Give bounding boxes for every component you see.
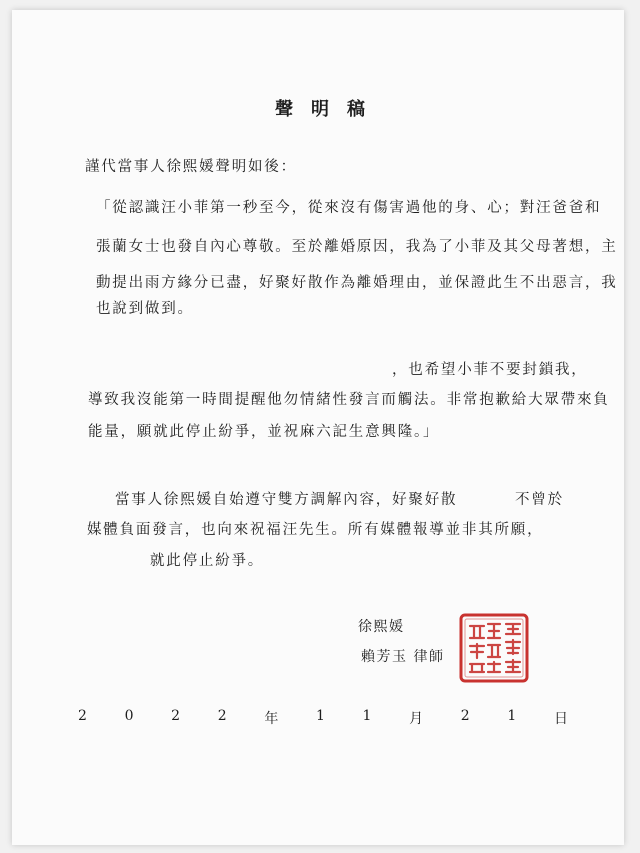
paragraph3-line3: 就此停止紛爭。 <box>150 553 265 569</box>
paragraph3-line2: 媒體負面發言，也向來祝福汪先生。所有媒體報導並非其所願， <box>87 522 544 538</box>
date-char: 0 <box>124 708 134 724</box>
paragraph3-line1b: 不曾於 <box>515 492 564 508</box>
date-char: 日 <box>553 711 568 727</box>
date-char: 2 <box>171 708 181 724</box>
paragraph1-line1: 「從認識汪小菲第一秒至今，從來沒有傷害過他的身、心；對汪爸爸和 <box>96 200 602 216</box>
date-char: 1 <box>362 708 372 724</box>
preamble: 謹代當事人徐熙媛聲明如後： <box>85 159 297 175</box>
client-name: 徐熙媛 <box>358 619 405 635</box>
date-char: 2 <box>217 708 227 724</box>
date-char: 年 <box>264 711 279 727</box>
date-char: 2 <box>460 708 470 724</box>
lawyer-name: 賴芳玉 律師 <box>361 649 445 665</box>
date-line <box>78 708 568 728</box>
paragraph2-line2: 導致我沒能第一時間提醒他勿情緒性發言而觸法。非常抱歉給大眾帶來負 <box>88 392 610 408</box>
paragraph2-line3: 能量，願就此停止紛爭，並祝麻六記生意興隆。」 <box>88 424 440 440</box>
date-char: 月 <box>409 711 424 727</box>
paragraph2-line1: ，也希望小菲不要封鎖我， <box>392 362 588 378</box>
date-char: 2 <box>78 708 87 724</box>
paragraph3-line1a: 當事人徐熙媛自始遵守雙方調解內容，好聚好散 <box>115 492 458 508</box>
lawyer-seal-stamp <box>458 612 530 684</box>
paragraph1-line2: 張蘭女士也發自內心尊敬。至於離婚原因，我為了小菲及其父母著想，主 <box>96 239 618 255</box>
date-char: 1 <box>507 708 517 724</box>
date-char: 1 <box>315 708 325 724</box>
paragraph1-line4: 也說到做到。 <box>96 301 194 317</box>
paragraph1-line3: 動提出雨方緣分已盡，好聚好散作為離婚理由，並保證此生不出惡言，我 <box>96 275 618 291</box>
document-title: 聲明稿 <box>275 99 383 120</box>
